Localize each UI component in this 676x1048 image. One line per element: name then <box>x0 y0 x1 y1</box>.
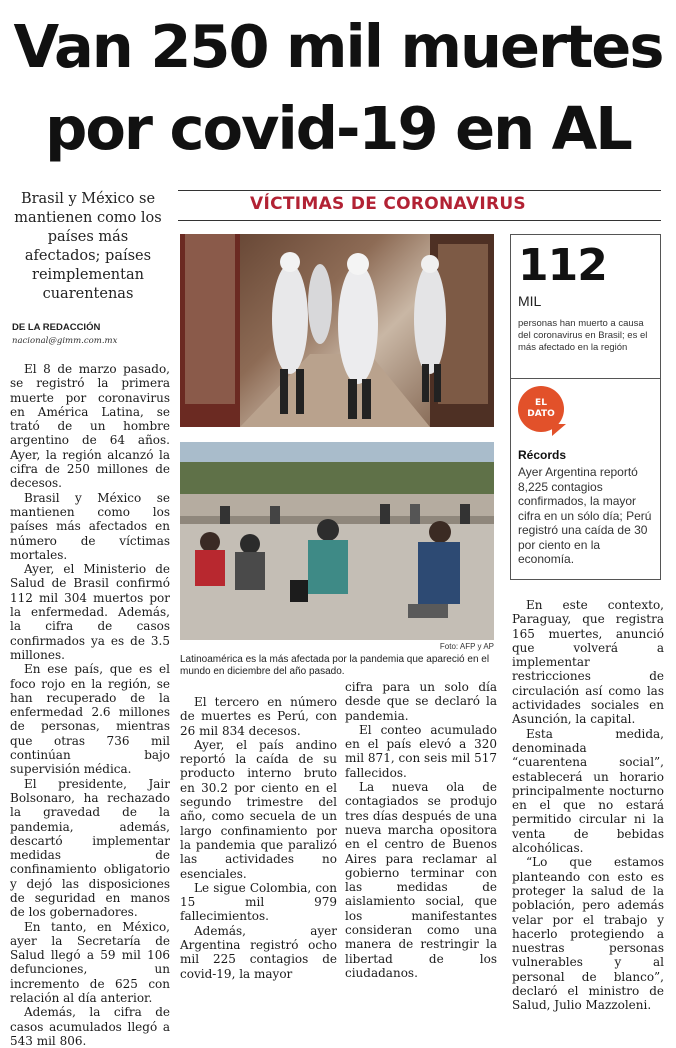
body-column-4 <box>512 598 664 1013</box>
paragraph: Esta medida, denominada “cuarentena social”, establecerá un horario principalmente nocturno en el que no estará permitido circular ni la venta de bebidas alcohólicas. <box>512 726 664 856</box>
body-column-3 <box>345 680 497 980</box>
bubble-tail <box>552 424 566 436</box>
byline-author: DE LA REDACCIÓN <box>12 322 101 333</box>
byline-email[interactable]: nacional@gimm.com.mx <box>12 336 118 346</box>
body-column-2 <box>180 695 337 981</box>
subhead: Brasil y México se mantienen como los países más afectados; países reimplementan cuarentenas <box>14 191 162 302</box>
section-rule-top <box>178 190 661 191</box>
paragraph: Ayer, el país andino reportó la caída de su producto interno bruto en 30.2 por ciento en el segundo trimestre del año, como secuela de un largo confinamiento por la pandemia que paralizó las actividades no esenciales. <box>180 737 337 881</box>
paragraph: El 8 de marzo pasado, se registró la primera muerte por coronavirus en América Latina, se trató de un hombre argentino de 64 años. Ayer, la región alcanzó la cifra de 250 millones de decesos. <box>10 362 170 491</box>
photo-disinfection-illustration <box>180 234 494 427</box>
dato-title: Récords <box>518 448 567 462</box>
paragraph: Además, ayer Argentina registró ocho mil 225 contagios de covid-19, la mayor <box>180 923 337 981</box>
bubble-line-2: DATO <box>527 409 555 419</box>
stat-number: 112 <box>518 240 607 291</box>
paragraph: Le sigue Colombia, con 15 mil 979 fallecimientos. <box>180 880 337 924</box>
paragraph: Ayer, el Ministerio de Salud de Brasil confirmó 112 mil 304 muertos por la enfermedad. Además, la cifra de casos confirmados ya es de 3.5 millones. <box>10 562 170 662</box>
section-title: VÍCTIMAS DE CORONAVIRUS <box>250 194 526 214</box>
photo-disinfection-workers <box>180 234 494 427</box>
paragraph: En tanto, en México, ayer la Secretaría de Salud llegó a 59 mil 106 defunciones, un incremento de 625 con relación al día anterior. <box>10 919 170 1006</box>
photo-credit: Foto: AFP y AP <box>439 642 494 651</box>
dato-text: Ayer Argentina reportó 8,225 contagios confirmados, la mayor cifra en un sólo día; Perú registró una caída de 30 por ciento en la economía. <box>518 465 652 566</box>
paragraph: El presidente, Jair Bolsonaro, ha rechazado la gravedad de la pandemia, además, descartó implementar medidas de confinamiento obligatorio y dejó las disposiciones de seguridad en manos de los gobernadores. <box>10 776 170 920</box>
body-column-1 <box>10 362 170 1048</box>
stat-unit: MIL <box>518 293 542 309</box>
paragraph: El conteo acumulado en el país elevó a 320 mil 871, con seis mil 517 fallecidos. <box>345 722 497 780</box>
paragraph: Brasil y México se mantienen como los países más afectados en número de víctimas mortales. <box>10 490 170 562</box>
stat-description: personas han muerto a causa del coronavirus en Brasil; es el más afectado en la región <box>518 318 648 353</box>
headline-line-1: Van 250 mil muertes <box>13 12 663 81</box>
photo-square-illustration <box>180 442 494 640</box>
paragraph-continued: cifra para un solo día desde que se declaró la pandemia. <box>345 680 497 723</box>
paragraph: Además, la cifra de casos acumulados llegó a 543 mil 806. <box>10 1005 170 1048</box>
paragraph: “Lo que estamos planteando con esto es proteger la salud de la población, pero además velar por el trabajo y hacerlo protegiendo a nuestras personas vulnerables y al personal de blanco”, declaró el ministro de Salud, Julio Mazzoleni. <box>512 855 664 1013</box>
paragraph: El tercero en número de muertes es Perú, con 26 mil 834 decesos. <box>180 695 337 738</box>
headline <box>0 6 676 170</box>
paragraph: En este contexto, Paraguay, que registra 165 muertes, anunció que volverá a implementar restricciones de circulación así como las actividades sociales en Asunción, la capital. <box>512 598 664 727</box>
photo-people-in-square <box>180 442 494 640</box>
bubble-line-1: EL <box>535 398 547 408</box>
paragraph: En ese país, que es el foco rojo en la región, se han recuperado de la enfermedad 2.6 millones de personas, mientras que otras 736 mil continúan bajo supervisión médica. <box>10 662 170 777</box>
stat-divider <box>510 378 661 379</box>
paragraph: La nueva ola de contagiados se produjo tres días después de una nueva marcha opositora en el centro de Buenos Aires para reclamar al gobierno terminar con las medidas de aislamiento social, que los manifestantes consideran como una manera de restringir la libertad de los ciudadanos. <box>345 780 497 980</box>
section-rule-bottom <box>178 220 661 221</box>
photo-caption: Latinoamérica es la más afectada por la pandemia que apareció en el mundo en diciembre del año pasado. <box>180 654 490 677</box>
headline-line-2: por covid-19 en AL <box>45 94 631 163</box>
